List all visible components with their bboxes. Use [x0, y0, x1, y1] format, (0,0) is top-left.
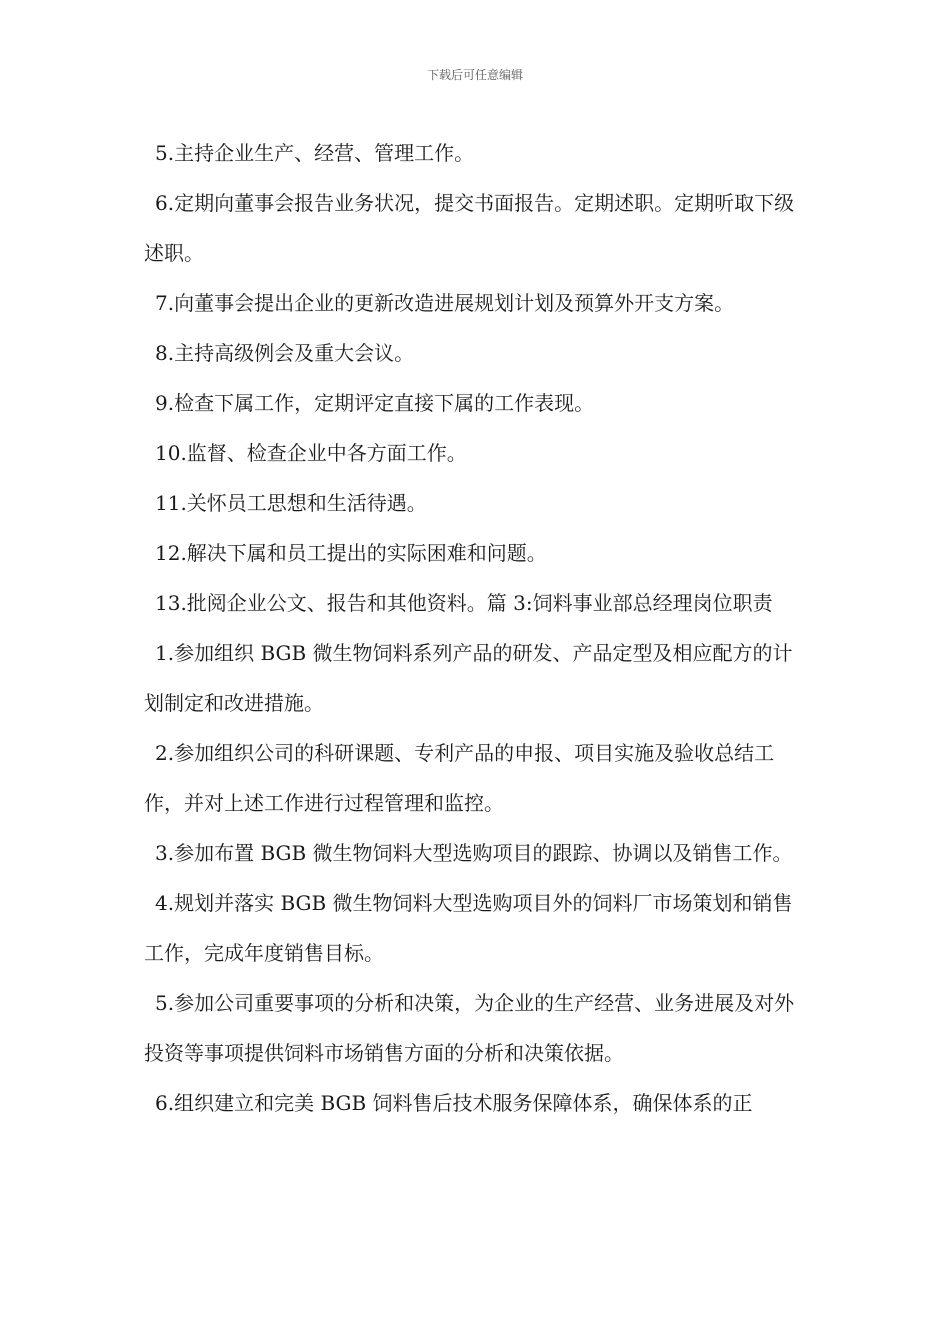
paragraph: 10.监督、检查企业中各方面工作。	[155, 441, 467, 465]
paragraph: 6.定期向董事会报告业务状况，提交书面报告。定期述职。定期听取下级述职。	[144, 191, 795, 265]
paragraph: 2.参加组织公司的科研课题、专利产品的申报、项目实施及验收总结工作，并对上述工作进行过程管理和监控。	[144, 741, 775, 815]
paragraph: 1.参加组织 BGB 微生物饲料系列产品的研发、产品定型及相应配方的计划制定和改进措施。	[144, 641, 793, 715]
paragraph: 11.关怀员工思想和生活待遇。	[155, 491, 427, 515]
document-body	[144, 128, 808, 1128]
paragraph: 6.组织建立和完美 BGB 饲料售后技术服务保障体系，确保体系的正	[155, 1091, 753, 1115]
paragraph: 5.参加公司重要事项的分析和决策，为企业的生产经营、业务进展及对外投资等事项提供饲料市场销售方面的分析和决策依据。	[144, 991, 795, 1065]
paragraph: 9.检查下属工作，定期评定直接下属的工作表现。	[155, 391, 595, 415]
paragraph: 5.主持企业生产、经营、管理工作。	[155, 141, 475, 165]
paragraph: 12.解决下属和员工提出的实际困难和问题。	[155, 541, 547, 565]
paragraph: 13.批阅企业公文、报告和其他资料。篇 3:饲料事业部总经理岗位职责	[155, 591, 773, 615]
paragraph: 8.主持高级例会及重大会议。	[155, 341, 415, 365]
header-note: 下载后可任意编辑	[426, 68, 523, 82]
paragraph: 4.规划并落实 BGB 微生物饲料大型选购项目外的饲料厂市场策划和销售工作，完成年度销售目标。	[144, 891, 793, 965]
paragraph: 7.向董事会提出企业的更新改造进展规划计划及预算外开支方案。	[155, 291, 735, 315]
paragraph: 3.参加布置 BGB 微生物饲料大型选购项目的跟踪、协调以及销售工作。	[155, 841, 793, 865]
